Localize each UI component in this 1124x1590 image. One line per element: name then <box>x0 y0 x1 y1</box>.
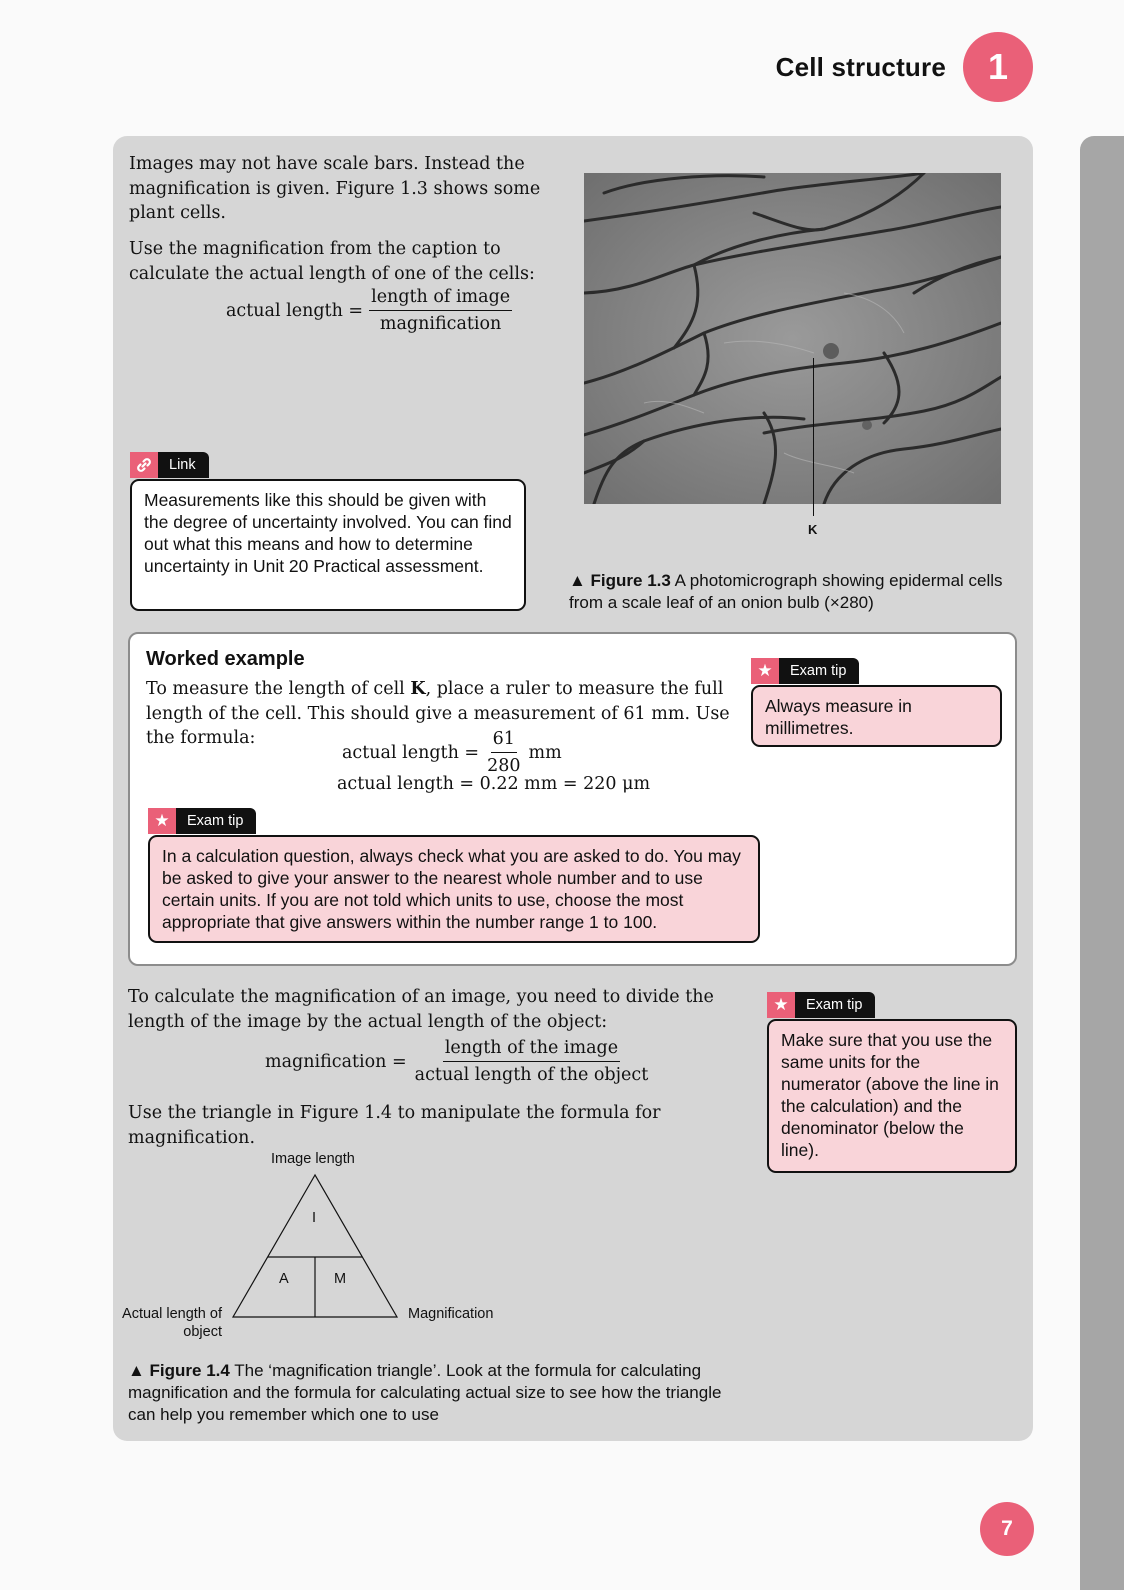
triangle-inner-i: I <box>312 1210 317 1226</box>
worked-example-text-b: , place a ruler to measure the full length of the cell. This should give a measurement of 61 mm. Use the formula: <box>146 679 730 748</box>
triangle-top-label: Image length <box>271 1151 355 1167</box>
worked-example-cell-k: K <box>410 679 426 699</box>
worked-example-text-a: To measure the length of cell <box>146 679 411 699</box>
exam-tip-2-box <box>148 835 760 943</box>
magnification-paragraph-2: Use the triangle in Figure 1.4 to manipulate the formula for magnification. <box>128 1103 661 1148</box>
link-box <box>130 479 526 611</box>
link-box-text: Measurements like this should be given with the degree of uncertainty involved. You can find out what this means and how to determine uncertainty in Unit 20 Practical assessment. <box>144 490 512 576</box>
worked-formula-1-denominator: 280 <box>487 756 521 776</box>
intro-paragraph-2: Use the magnification from the caption to calculate the actual length of one of the cells: <box>129 239 535 284</box>
exam-tip-2-tag-label: Exam tip <box>176 808 256 834</box>
link-icon-glyph <box>135 456 153 474</box>
chapter-number-badge: 1 <box>963 32 1033 102</box>
worked-formula-1 <box>342 728 562 777</box>
formula-lhs: actual length = <box>226 300 364 321</box>
actual-length-formula <box>226 286 512 335</box>
exam-tip-1-box <box>751 685 1002 747</box>
link-icon <box>130 452 158 478</box>
chapter-title: Cell structure <box>775 52 946 82</box>
figure-1-3-caption-prefix: ▲ Figure 1.3 <box>569 571 671 590</box>
cell-k-pointer-line <box>813 358 814 516</box>
magnification-triangle <box>230 1172 400 1320</box>
figure-1-4-caption-text: The ‘magnification triangle’. Look at the formula for calculating magnification and the formula for calculating actual size to see how the triangle can help you remember which one to use <box>128 1361 722 1424</box>
link-tag-label: Link <box>158 452 209 478</box>
formula-numerator: length of image <box>369 286 512 311</box>
star-icon: ★ <box>767 992 795 1018</box>
page-number-badge: 7 <box>980 1502 1034 1556</box>
worked-formula-1-fraction <box>485 728 522 777</box>
figure-1-4-caption <box>128 1360 728 1426</box>
cell-k-label: K <box>808 522 818 537</box>
onion-cells-photomicrograph <box>584 173 1001 504</box>
triangle-inner-a: A <box>279 1271 289 1287</box>
photomicrograph-drawing <box>584 173 1001 504</box>
worked-formula-1-unit: mm <box>528 742 562 763</box>
triangle-inner-m: M <box>334 1271 347 1287</box>
exam-tip-2-text: In a calculation question, always check what you are asked to do. You may be asked to give your answer to the nearest whole number and to use certain units. If you are not told which units to use, choose the most appropriate that give answers within the number range 1 to 100. <box>162 846 741 932</box>
figure-1-4-caption-prefix: ▲ Figure 1.4 <box>128 1361 230 1380</box>
exam-tip-3-text: Make sure that you use the same units for the numerator (above the line in the calculation) and the denominator (below the line). <box>781 1030 999 1160</box>
triangle-right-label: Magnification <box>408 1306 494 1322</box>
figure-1-3-caption-text: A photomicrograph showing epidermal cells from a scale leaf of an onion bulb (×280) <box>569 571 1003 612</box>
exam-tip-2-tag <box>148 808 256 834</box>
formula-fraction <box>369 286 512 335</box>
worked-formula-2: actual length = 0.22 mm = 220 μm <box>337 774 651 794</box>
magnification-formula <box>265 1037 650 1086</box>
exam-tip-1-text: Always measure in millimetres. <box>765 696 912 738</box>
magnification-formula-lhs: magnification = <box>265 1051 407 1072</box>
intro-paragraph-1: Images may not have scale bars. Instead the magnification is given. Figure 1.3 shows some plant cells. <box>129 154 541 223</box>
worked-formula-1-numerator: 61 <box>491 728 517 753</box>
exam-tip-3-tag-label: Exam tip <box>795 992 875 1018</box>
worked-formula-1-lhs: actual length = <box>342 742 480 763</box>
exam-tip-3-tag <box>767 992 875 1018</box>
magnification-formula-fraction <box>413 1037 651 1086</box>
exam-tip-1-tag <box>751 658 859 684</box>
figure-1-3-caption <box>569 570 1029 614</box>
star-icon: ★ <box>148 808 176 834</box>
page-edge-strip <box>1080 136 1124 1590</box>
link-tag <box>130 452 209 478</box>
magnification-formula-denominator: actual length of the object <box>414 1065 649 1085</box>
worked-example-title: Worked example <box>146 648 305 670</box>
formula-denominator: magnification <box>379 314 502 334</box>
star-icon: ★ <box>751 658 779 684</box>
exam-tip-3-box <box>767 1019 1017 1173</box>
exam-tip-1-tag-label: Exam tip <box>779 658 859 684</box>
magnification-paragraph-1: To calculate the magnification of an image, you need to divide the length of the image by the actual length of the object: <box>128 987 714 1032</box>
triangle-left-label: Actual length of object <box>122 1306 222 1340</box>
magnification-formula-numerator: length of the image <box>443 1037 620 1062</box>
